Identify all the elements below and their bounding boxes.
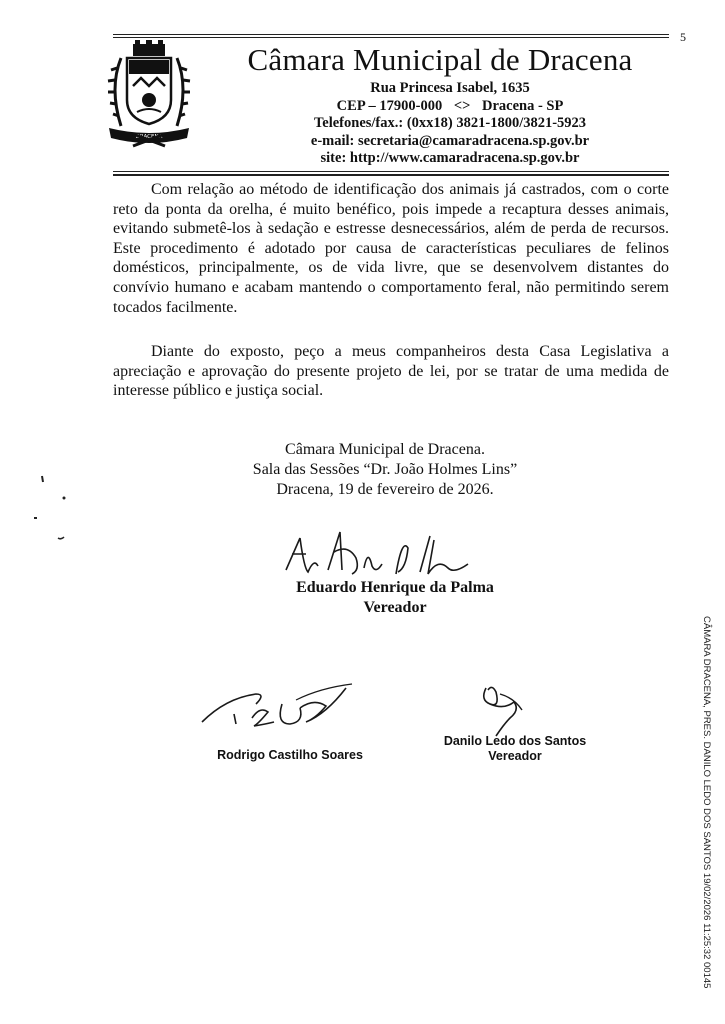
- coat-motto: DRACENA: [135, 134, 163, 140]
- header-cep-line: [280, 98, 620, 116]
- protocol-stamp-text: CÂMARA DRACENA, PRES. DANILO LEDO DOS SANTOS 19/02/2026 11:25:32 00145: [701, 616, 712, 989]
- closing-block: [220, 440, 550, 500]
- coat-of-arms-icon: [103, 38, 195, 148]
- signer-name: Danilo Ledo dos Santos: [443, 734, 587, 748]
- body-paragraph-2: [113, 342, 669, 401]
- header-cep-separator: <>: [453, 97, 471, 114]
- header-top-rule: [113, 34, 669, 38]
- page-number: 5: [680, 30, 686, 44]
- side-protocol-stamp: [701, 616, 716, 989]
- paragraph-text: Com relação ao método de identificação dos animais já castrados, com o corte reto da ponta da orelha, é muito benéfico, pois impede a recaptura desses animais, evitando submetê-los à sedação e estresse desnecessários, além de perda de recursos. Este procedimento é adotado por causa de características peculiares de felinos domésticos, principalmente, os de vida livre, que se desenvolvem distantes do convívio humano e acabam mantendo o comportamento feral, não permitindo serem tocados facilmente.: [113, 181, 669, 316]
- signer-rodrigo: [205, 748, 375, 762]
- signer-role: Vereador: [363, 599, 427, 616]
- signer-danilo: [425, 734, 605, 764]
- signature-danilo: [474, 680, 534, 740]
- signer-role: Vereador: [488, 749, 542, 763]
- signature-rodrigo: [196, 678, 366, 748]
- header-address: Rua Princesa Isabel, 1635: [370, 80, 530, 96]
- scan-specks: [30, 470, 70, 550]
- body-paragraph-1: [113, 180, 669, 317]
- closing-line-3: Dracena, 19 de fevereiro de 2026.: [276, 481, 494, 498]
- header-city: Dracena - SP: [481, 97, 564, 114]
- signer-name: Eduardo Henrique da Palma: [296, 579, 494, 596]
- closing-line-1: Câmara Municipal de Dracena.: [285, 441, 485, 458]
- header-phones: Telefones/fax.: (0xx18) 3821-1800/3821-5923: [313, 115, 587, 131]
- paragraph-text: Diante do exposto, peço a meus companheiros desta Casa Legislativa a apreciação e aprovação do presente projeto de lei, por se tratar de uma medida de interesse público e justiça social.: [113, 343, 669, 400]
- header-email: e-mail: secretaria@camaradracena.sp.gov.br: [310, 132, 590, 149]
- header-site: site: http://www.camaradracena.sp.gov.br: [320, 150, 580, 166]
- header-contact-block: [280, 80, 620, 168]
- signer-name: Rodrigo Castilho Soares: [217, 748, 363, 762]
- signer-eduardo: [250, 578, 540, 618]
- header-cep: CEP – 17900-000: [336, 97, 443, 114]
- header-bottom-rule: [113, 171, 669, 176]
- chamber-title: Câmara Municipal de Dracena: [247, 42, 633, 77]
- closing-line-2: Sala das Sessões “Dr. João Holmes Lins”: [252, 461, 518, 478]
